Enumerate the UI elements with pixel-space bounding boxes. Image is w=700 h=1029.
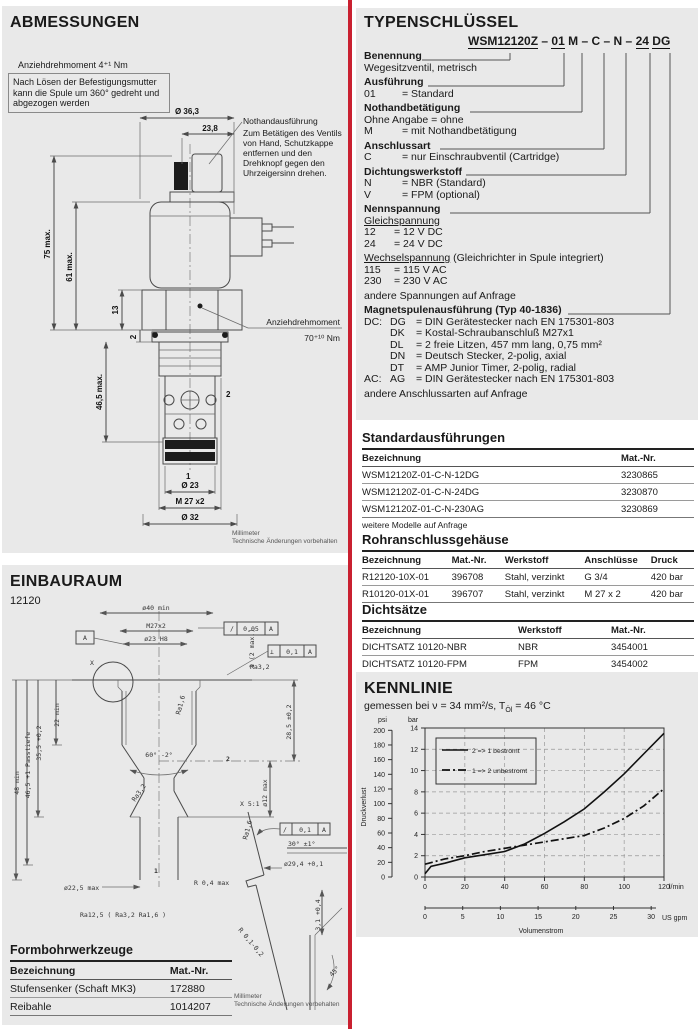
svg-text:200: 200 <box>373 727 385 735</box>
col-werkstoff: Werkstoff <box>505 552 585 569</box>
kennlinie-title: KENNLINIE <box>364 680 453 697</box>
value: = 24 V DC <box>394 237 443 250</box>
cell: WSM12120Z-01-C-N-12DG <box>362 467 621 484</box>
subtitle-rest: = 46 °C <box>512 700 551 712</box>
cell: 3230865 <box>621 467 694 484</box>
subheading-ac: Wechselspannung <box>364 252 451 264</box>
svg-text:40: 40 <box>500 884 509 891</box>
col-bezeichnung: Bezeichnung <box>10 962 170 980</box>
cell: 420 bar <box>651 569 694 586</box>
detail-ra16: Ra1,6 <box>241 819 254 841</box>
series-solid <box>425 733 664 874</box>
section-magnetspule <box>364 305 692 400</box>
dim-465max: 46,5 max. <box>95 373 104 411</box>
heading: Magnetspulenausführung (Typ 40-1836) <box>364 304 562 316</box>
prefix: AC: <box>364 373 382 385</box>
cell: 3454001 <box>611 639 694 656</box>
dim-dia23: Ø 23 <box>181 481 199 490</box>
dim-31: 3,1 +0,4 <box>314 899 322 931</box>
value: = 12 V DC <box>394 226 443 238</box>
chart-legend <box>436 738 536 784</box>
subheading-ac-rest: (Gleichrichter in Spule integriert) <box>450 252 604 264</box>
subtitle-sub: Öl <box>505 707 513 715</box>
table-row <box>362 656 694 673</box>
col-bezeichnung: Bezeichnung <box>362 552 452 569</box>
svg-text:120: 120 <box>658 884 670 891</box>
dim-30deg: 30° ±1° <box>288 840 316 848</box>
datum-a: A <box>83 634 87 642</box>
standard-note: weitere Modelle auf Anfrage <box>362 520 468 530</box>
svg-text:15: 15 <box>534 914 542 921</box>
ra32-top: Ra3,2 <box>250 663 270 671</box>
cell: 420 bar <box>651 586 694 603</box>
code-version: 01 <box>551 34 565 48</box>
dim-dia32: Ø 32 <box>181 513 199 522</box>
einbauraum-code: 12120 <box>10 595 41 607</box>
cell: G 3/4 <box>584 569 650 586</box>
value: = DIN Gerätestecker nach EN 175301-803 <box>416 373 615 385</box>
svg-text:60: 60 <box>377 830 385 838</box>
table-row <box>362 467 694 484</box>
svg-text:140: 140 <box>373 771 385 779</box>
cell: R10120-01X-01 <box>362 586 452 603</box>
key: AG <box>390 373 406 385</box>
section-nennspannung <box>364 204 692 302</box>
cell: Reibahle <box>10 998 170 1016</box>
note: andere Anschlussarten auf Anfrage <box>364 387 528 400</box>
dim-coil-dia: Ø 36,3 <box>174 107 200 116</box>
dim-knob: 23,8 <box>202 124 218 133</box>
svg-text:0: 0 <box>423 914 427 921</box>
value: = Kostal-Schraubanschluß M27x1 <box>416 327 574 339</box>
svg-text:80: 80 <box>580 884 589 891</box>
dim-r04: R 0,4 max <box>194 879 230 887</box>
cell: 3454002 <box>611 656 694 673</box>
svg-text:0: 0 <box>423 884 427 891</box>
svg-text:2: 2 <box>414 853 418 861</box>
table-header-row <box>362 552 694 569</box>
x-axis-label: Volumenstrom <box>518 928 564 935</box>
ra32-cone: Ra3,2 <box>130 782 148 804</box>
formbohrwerkzeuge-title: Formbohrwerkzeuge <box>10 943 232 962</box>
col-druck: Druck <box>651 552 694 569</box>
subheading-dc: Gleichspannung <box>364 214 440 227</box>
dim-285: 28,5 ±0,2 <box>285 704 293 740</box>
typenschluessel-panel <box>356 8 698 420</box>
svg-text:14: 14 <box>410 725 418 733</box>
code-coil: DG <box>652 34 671 48</box>
psi-axis-unit: psi <box>378 717 387 724</box>
dim-13: 13 <box>111 305 120 315</box>
col-matnr: Mat.-Nr. <box>611 622 694 639</box>
cell: 3230869 <box>621 501 694 518</box>
svg-text:20: 20 <box>377 859 385 867</box>
detail-x-marker: X <box>90 659 94 667</box>
heading: Dichtungswerkstoff <box>364 165 463 178</box>
value: = FPM (optional) <box>402 188 480 201</box>
value: Ohne Angabe = ohne <box>364 113 464 126</box>
svg-text:4: 4 <box>414 831 418 839</box>
dim-45deg: 45° <box>327 964 342 979</box>
footer-disclaimer: Technische Änderungen vorbehalten <box>234 1000 340 1008</box>
value: = AMP Junior Timer, 2-polig, radial <box>416 361 577 374</box>
port1-cavity: 1 <box>154 867 158 875</box>
cell: WSM12120Z-01-C-N-24DG <box>362 484 621 501</box>
dim-2: 2 <box>129 334 138 340</box>
column-divider <box>348 0 352 1029</box>
dim-lip: 1 (2 max.) <box>248 628 256 668</box>
x2-axis-unit: US gpm <box>662 915 688 922</box>
ra16-bore: Ra1,6 <box>174 694 187 716</box>
coil-rotation-note: Nach Lösen der Befestigungsmutter kann die Spule um 360° gedreht und abgezogen werden <box>8 73 170 113</box>
valve-dimension-drawing <box>2 104 348 534</box>
formbohrwerkzeuge-table <box>10 943 232 1016</box>
svg-text:10: 10 <box>496 914 505 921</box>
dim-22min: 22 min <box>53 703 61 727</box>
key: C <box>364 151 372 163</box>
dim-dia12: ø12 max <box>261 779 269 807</box>
value: = 115 V AC <box>394 263 447 276</box>
prefix <box>364 351 390 363</box>
table-row <box>362 586 694 603</box>
cell: 396707 <box>452 586 505 603</box>
cell: 172880 <box>170 980 232 998</box>
dichtsaetze-table <box>362 602 694 673</box>
svg-text:0: 0 <box>381 874 385 882</box>
code-connection: C <box>591 34 601 48</box>
key: 115 <box>364 263 381 276</box>
y-axis-label: Druckverlust <box>361 787 368 827</box>
svg-text:20: 20 <box>460 884 469 891</box>
svg-text:40: 40 <box>377 845 385 853</box>
code-manual: M <box>568 34 579 48</box>
footer-units: Millimeter <box>232 530 260 537</box>
key: 24 <box>364 237 376 250</box>
rohranschlussgehaeuse-table <box>362 532 694 603</box>
value: = nur Einschraubventil (Cartridge) <box>402 151 560 163</box>
standardausfuehrungen-table <box>362 430 694 530</box>
cell: 3230870 <box>621 484 694 501</box>
key: 230 <box>364 275 382 287</box>
svg-text:80: 80 <box>377 815 385 823</box>
einbauraum-title: EINBAURAUM <box>10 573 123 590</box>
tol2-datum: A <box>308 648 312 656</box>
dim-dia225: ø22,5 max <box>64 884 100 892</box>
detail-x-title: X 5:1 <box>240 800 260 808</box>
cell: R12120-10X-01 <box>362 569 452 586</box>
dim-r0102: R 0,1-0,2 <box>236 926 266 959</box>
table-header-row <box>10 962 232 980</box>
subtitle-text: gemessen bei ν = 34 mm²/s, T <box>364 700 506 712</box>
col-matnr: Mat.-Nr. <box>621 450 694 467</box>
value: = DIN Gerätestecker nach EN 175301-803 <box>416 315 615 328</box>
cell: FPM <box>518 656 611 673</box>
key: DG <box>390 315 406 328</box>
col-matnr: Mat.-Nr. <box>170 962 232 980</box>
svg-text:100: 100 <box>618 884 631 891</box>
col-bezeichnung: Bezeichnung <box>362 450 621 467</box>
col-werkstoff: Werkstoff <box>518 622 611 639</box>
torque2-label: Anziehdrehmoment <box>266 317 340 327</box>
footer-units: Millimeter <box>234 993 262 1000</box>
table-row <box>10 998 232 1016</box>
code-dash: – <box>581 34 589 48</box>
standard-title: Standardausführungen <box>362 430 694 450</box>
ra-general: Ra12,5 ( Ra3,2 Ra1,6 ) <box>80 911 167 919</box>
svg-text:0: 0 <box>414 874 418 882</box>
cell: NBR <box>518 639 611 656</box>
key: 12 <box>364 226 376 238</box>
prefix <box>364 340 390 352</box>
cell: WSM12120Z-01-C-N-230AG <box>362 501 621 518</box>
cell: M 27 x 2 <box>584 586 650 603</box>
heading: Benennung <box>364 50 422 62</box>
svg-text:12: 12 <box>410 746 418 754</box>
svg-text:5: 5 <box>460 914 465 921</box>
table-row <box>362 569 694 586</box>
cell: Stahl, verzinkt <box>505 569 585 586</box>
detail-tol-value: 0,1 <box>299 826 311 834</box>
tol1-value: 0,05 <box>243 625 259 633</box>
valve-body-outline <box>142 154 294 464</box>
rohr-title: Rohranschlussgehäuse <box>362 532 694 552</box>
cell: DICHTSATZ 10120-NBR <box>362 639 518 656</box>
table-header-row <box>362 450 694 467</box>
dim-75max: 75 max. <box>43 229 52 259</box>
prefix: DC: <box>364 315 383 328</box>
heading: Anschlussart <box>364 139 431 152</box>
torque2-value: 70⁺¹⁰ Nm <box>304 333 340 343</box>
svg-text:20: 20 <box>571 914 580 921</box>
key: DN <box>390 350 406 362</box>
table-row <box>362 484 694 501</box>
legend-series-2: 1 => 2 unbestromt <box>472 768 528 775</box>
col-matnr: Mat.-Nr. <box>452 552 505 569</box>
dim-60deg: 60° -2° <box>145 751 173 759</box>
port2-label: 2 <box>226 390 231 399</box>
svg-text:30: 30 <box>647 914 656 921</box>
tol1-datum: A <box>269 625 273 633</box>
svg-text:25: 25 <box>609 914 618 921</box>
dim-355: 35,5 +0,2 <box>35 725 43 761</box>
tol1-symbol: ∕ <box>230 625 234 633</box>
svg-text:10: 10 <box>410 768 418 776</box>
value: = 230 V AC <box>394 275 448 287</box>
nothand-title: Nothandausführung <box>243 116 318 126</box>
nothand-text: Zum Betätigen des Ventils von Hand, Schutzkappe entfernen und den Drehknopf gegen den Uhrzeigersinn drehen. <box>243 128 342 178</box>
bar-axis-unit: bar <box>408 717 419 724</box>
note: andere Spannungen auf Anfrage <box>364 289 516 302</box>
heading: Nothandbetätigung <box>364 102 461 114</box>
col-bezeichnung: Bezeichnung <box>362 622 518 639</box>
einbauraum-footer <box>234 993 340 1008</box>
value: = Deutsch Stecker, 2-polig, axial <box>416 350 567 362</box>
value: = 2 freie Litzen, 457 mm lang, 0,75 mm² <box>416 338 602 351</box>
svg-text:60: 60 <box>540 884 549 891</box>
cell: Stahl, verzinkt <box>505 586 585 603</box>
dicht-title: Dichtsätze <box>362 602 694 622</box>
table-row <box>362 501 694 518</box>
dim-thread: M 27 x2 <box>175 497 205 506</box>
x-axis-unit: l/min <box>669 884 684 891</box>
svg-text:180: 180 <box>373 742 385 750</box>
key: N <box>364 177 372 189</box>
section-anschlussart <box>364 141 692 164</box>
heading: Nennspannung <box>364 203 441 215</box>
code-dash: – <box>603 34 611 48</box>
abmessungen-panel <box>2 6 348 553</box>
value: = mit Nothandbetätigung <box>402 125 517 137</box>
section-nothandbetaetigung <box>364 103 692 138</box>
port2-cavity: 2 <box>226 755 230 763</box>
port1-label: 1 <box>186 472 191 481</box>
einbauraum-panel <box>2 565 348 1025</box>
cell: 1014207 <box>170 998 232 1016</box>
kennlinie-panel <box>356 672 698 937</box>
dim-dia40: ø40 min <box>142 604 170 612</box>
key: DK <box>390 327 405 339</box>
cell: Stufensenker (Schaft MK3) <box>10 980 170 998</box>
dim-dia294: ø29,4 +0,1 <box>284 860 324 868</box>
table-row <box>10 980 232 998</box>
prefix <box>364 328 390 340</box>
order-code <box>468 34 692 48</box>
typenschluessel-title: TYPENSCHLÜSSEL <box>364 14 519 31</box>
value: = NBR (Standard) <box>402 177 486 189</box>
col-anschluesse: Anschlüsse <box>584 552 650 569</box>
section-ausfuehrung <box>364 77 692 100</box>
code-dash: – <box>625 34 633 48</box>
tol2-value: 0,1 <box>286 648 298 656</box>
dim-m27: M27x2 <box>146 622 166 630</box>
pressure-flow-chart <box>356 712 698 937</box>
svg-text:6: 6 <box>414 810 418 818</box>
key: DL <box>390 338 404 351</box>
value: Wegesitzventil, metrisch <box>364 61 478 74</box>
key: 01 <box>364 87 376 100</box>
heading: Ausführung <box>364 76 424 88</box>
value: = Standard <box>402 87 454 100</box>
abmessungen-footer <box>232 530 338 545</box>
table-header-row <box>362 622 694 639</box>
abmessungen-title: ABMESSUNGEN <box>10 14 140 31</box>
torque-note: Anziehdrehmoment 4⁺¹ Nm <box>18 60 128 70</box>
section-benennung <box>364 51 692 74</box>
footer-disclaimer: Technische Änderungen vorbehalten <box>232 537 338 545</box>
key: DT <box>390 361 404 374</box>
key: V <box>364 188 372 201</box>
cell: DICHTSATZ 10120-FPM <box>362 656 518 673</box>
code-seal: N <box>613 34 623 48</box>
svg-text:8: 8 <box>414 789 418 797</box>
code-voltage: 24 <box>635 34 649 48</box>
dim-dia23: ø23 H8 <box>144 635 168 643</box>
svg-text:100: 100 <box>373 801 385 809</box>
svg-text:120: 120 <box>373 786 385 794</box>
tol2-symbol: ⊥ <box>270 648 274 656</box>
dim-48min: 48 min <box>13 771 21 795</box>
cell: 396708 <box>452 569 505 586</box>
svg-text:160: 160 <box>373 757 385 765</box>
code-dash: – <box>541 34 549 48</box>
legend-series-1: 2 => 1 bestromt <box>472 748 520 755</box>
dim-61max: 61 max. <box>65 252 74 282</box>
table-row <box>362 639 694 656</box>
key: M <box>364 125 373 137</box>
dim-465-passtiefe: 46,5 +1 Passtiefe <box>24 731 32 799</box>
detail-tol-datum: A <box>322 826 326 834</box>
section-dichtungswerkstoff <box>364 167 692 202</box>
code-series: WSM12120Z <box>468 34 539 48</box>
detail-tol-symbol: ∕ <box>283 826 287 834</box>
